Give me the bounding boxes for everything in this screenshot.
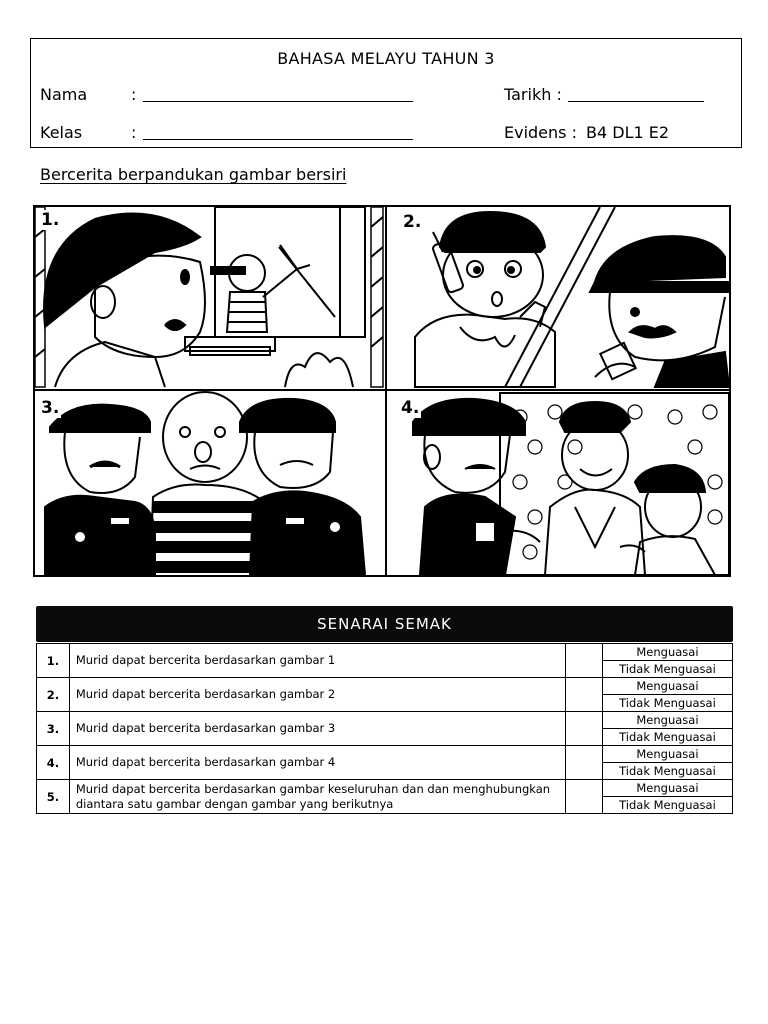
option-menguasai[interactable]: Menguasai bbox=[602, 644, 732, 661]
panel-4-illustration bbox=[413, 393, 729, 575]
panel-3-number: 3. bbox=[41, 398, 60, 418]
kelas-colon: : bbox=[131, 123, 137, 142]
option-menguasai[interactable]: Menguasai bbox=[602, 678, 732, 695]
panel-3-illustration bbox=[45, 392, 365, 575]
table-row bbox=[37, 780, 733, 797]
nama-label: Nama bbox=[40, 85, 88, 104]
table-row bbox=[37, 644, 733, 661]
row-description: Murid dapat bercerita berdasarkan gambar 3 bbox=[69, 712, 565, 746]
checkbox-cell[interactable] bbox=[566, 678, 603, 712]
option-menguasai[interactable]: Menguasai bbox=[602, 746, 732, 763]
checkbox-cell[interactable] bbox=[566, 780, 603, 814]
row-description: Murid dapat bercerita berdasarkan gambar 2 bbox=[69, 678, 565, 712]
row-description: Murid dapat bercerita berdasarkan gambar keseluruhan dan dan menghubungkan diantara satu gambar dengan gambar yang berikutnya bbox=[69, 780, 565, 814]
evidens-label: Evidens : bbox=[504, 123, 577, 142]
kelas-field[interactable] bbox=[143, 139, 413, 140]
panel-1-illustration bbox=[35, 207, 383, 387]
checkbox-cell[interactable] bbox=[566, 746, 603, 780]
row-number: 4. bbox=[37, 746, 70, 780]
subtitle: Bercerita berpandukan gambar bersiri bbox=[40, 165, 347, 184]
table-row bbox=[37, 746, 733, 763]
option-tidak-menguasai[interactable]: Tidak Menguasai bbox=[602, 797, 732, 814]
nama-field[interactable] bbox=[143, 101, 413, 102]
checklist-table bbox=[36, 643, 733, 814]
checklist-title: SENARAI SEMAK bbox=[36, 606, 733, 642]
row-number: 1. bbox=[37, 644, 70, 678]
panel-2-illustration bbox=[415, 207, 729, 387]
row-description: Murid dapat bercerita berdasarkan gambar 4 bbox=[69, 746, 565, 780]
option-menguasai[interactable]: Menguasai bbox=[602, 780, 732, 797]
tarikh-field[interactable] bbox=[568, 101, 704, 102]
worksheet-title: BAHASA MELAYU TAHUN 3 bbox=[277, 49, 495, 68]
table-row bbox=[37, 712, 733, 729]
comic-illustration bbox=[35, 207, 729, 575]
checkbox-cell[interactable] bbox=[566, 644, 603, 678]
panel-2-number: 2. bbox=[403, 212, 422, 232]
row-number: 5. bbox=[37, 780, 70, 814]
option-tidak-menguasai[interactable]: Tidak Menguasai bbox=[602, 695, 732, 712]
tarikh-label: Tarikh : bbox=[504, 85, 562, 104]
row-description: Murid dapat bercerita berdasarkan gambar 1 bbox=[69, 644, 565, 678]
option-tidak-menguasai[interactable]: Tidak Menguasai bbox=[602, 763, 732, 780]
row-number: 3. bbox=[37, 712, 70, 746]
checkbox-cell[interactable] bbox=[566, 712, 603, 746]
kelas-label: Kelas bbox=[40, 123, 83, 142]
option-menguasai[interactable]: Menguasai bbox=[602, 712, 732, 729]
comic-strip bbox=[33, 205, 731, 577]
table-row bbox=[37, 678, 733, 695]
panel-4-number: 4. bbox=[401, 398, 420, 418]
evidens-value: B4 DL1 E2 bbox=[586, 123, 670, 142]
option-tidak-menguasai[interactable]: Tidak Menguasai bbox=[602, 661, 732, 678]
nama-colon: : bbox=[131, 85, 137, 104]
option-tidak-menguasai[interactable]: Tidak Menguasai bbox=[602, 729, 732, 746]
row-number: 2. bbox=[37, 678, 70, 712]
panel-1-number: 1. bbox=[41, 210, 60, 230]
